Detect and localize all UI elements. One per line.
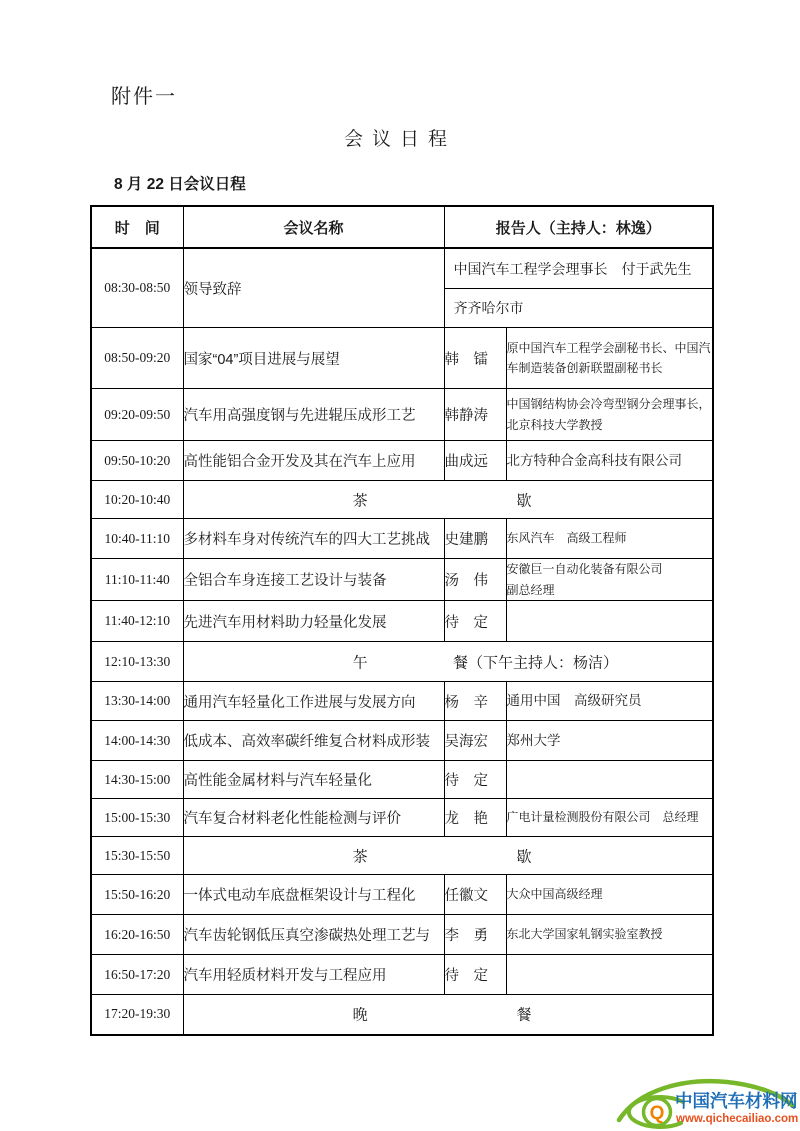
speaker-name-cell: 待 定 [444,955,506,995]
table-row [91,481,713,519]
topic-cell: 低成本、高效率碳纤维复合材料成形装 [183,721,444,761]
time-cell: 15:50-16:20 [91,875,183,915]
time-cell: 14:30-15:00 [91,761,183,799]
time-cell: 09:20-09:50 [91,389,183,441]
speaker-line: 中国汽车工程学会理事长 付于武先生 [445,249,713,289]
speaker-cell [444,248,713,328]
break-label-left: 茶 [352,848,368,865]
topic-cell: 高性能铝合金开发及其在汽车上应用 [183,441,444,481]
speaker-name-cell: 史建鹏 [444,519,506,559]
time-cell: 10:40-11:10 [91,519,183,559]
speaker-name-cell: 韩 镭 [444,328,506,389]
speaker-name-cell: 汤 伟 [444,559,506,601]
time-cell: 17:20-19:30 [91,995,183,1035]
table-row [91,601,713,642]
topic-cell: 领导致辞 [183,248,444,328]
time-cell: 11:40-12:10 [91,601,183,642]
break-label-right: 歇 [516,848,532,865]
time-cell: 16:50-17:20 [91,955,183,995]
logo-site-url: www.qichecailiao.com [676,1113,799,1125]
speaker-name-cell: 待 定 [444,601,506,642]
topic-cell: 汽车用轻质材料开发与工程应用 [183,955,444,995]
page-title: 会议日程 [343,128,456,150]
schedule-table [90,205,714,1036]
break-cell [183,837,713,875]
speaker-name-cell: 待 定 [444,761,506,799]
topic-cell: 汽车齿轮钢低压真空渗碳热处理工艺与 [183,915,444,955]
speaker-affiliation-cell: 大众中国高级经理 [506,875,713,915]
speaker-name-cell: 任徽文 [444,875,506,915]
speaker-name-cell: 韩静涛 [444,389,506,441]
table-row [91,721,713,761]
break-label-left: 晚 [352,1006,368,1024]
break-label-left: 午 [352,654,368,671]
table-row [91,682,713,721]
topic-cell: 通用汽车轻量化工作进展与发展方向 [183,682,444,721]
speaker-name-cell: 吴海宏 [444,721,506,761]
attachment-label: 附件一 [111,84,177,108]
time-cell: 16:20-16:50 [91,915,183,955]
break-label-right: 餐 [516,1006,532,1024]
speaker-line: 齐齐哈尔市 [453,300,524,316]
break-cell [183,642,713,682]
time-cell: 09:50-10:20 [91,441,183,481]
table-row [91,761,713,799]
speaker-affiliation-cell: 通用中国 高级研究员 [506,682,713,721]
table-row [91,955,713,995]
speaker-name-cell: 杨 辛 [444,682,506,721]
speaker-affiliation-cell: 东风汽车 高级工程师 [506,519,713,559]
break-label-right: 歇 [516,492,532,509]
header-speaker: 报告人（主持人：林逸） [444,206,713,248]
speaker-affiliation-cell [506,955,713,995]
table-row [91,837,713,875]
speaker-affiliation-cell: 广电计量检测股份有限公司 总经理 [506,799,713,837]
speaker-affiliation-cell: 北方特种合金高科技有限公司 [506,441,713,481]
speaker-name-cell: 龙 艳 [444,799,506,837]
table-header-row [91,206,713,248]
table-row [91,875,713,915]
break-cell [183,481,713,519]
table-row [91,519,713,559]
speaker-affiliation-cell: 原中国汽车工程学会副秘书长、中国汽车制造装备创新联盟副秘书长 [506,328,713,389]
logo-site-name: 中国汽车材料网 [675,1091,798,1111]
break-label-right: 餐（下午主持人：杨洁） [453,654,619,671]
time-cell: 10:20-10:40 [91,481,183,519]
site-logo [613,1075,799,1131]
section-heading: 8 月 22 日会议日程 [114,176,246,193]
speaker-affiliation-cell: 中国钢结构协会冷弯型钢分会理事长，北京科技大学教授 [506,389,713,441]
topic-cell: 多材料车身对传统汽车的四大工艺挑战 [183,519,444,559]
table-row [91,389,713,441]
time-cell: 14:00-14:30 [91,721,183,761]
topic-cell: 全铝合车身连接工艺设计与装备 [183,559,444,601]
speaker-affiliation-cell: 东北大学国家轧钢实验室教授 [506,915,713,955]
table-row [91,995,713,1035]
time-cell: 13:30-14:00 [91,682,183,721]
time-cell: 08:50-09:20 [91,328,183,389]
break-label-left: 茶 [352,492,368,509]
header-time: 时 间 [91,206,183,248]
table-row [91,441,713,481]
time-cell: 11:10-11:40 [91,559,183,601]
speaker-name-cell: 李 勇 [444,915,506,955]
topic-cell: 先进汽车用材料助力轻量化发展 [183,601,444,642]
speaker-name-cell: 曲成远 [444,441,506,481]
table-row [91,328,713,389]
table-row [91,559,713,601]
topic-cell: 高性能金属材料与汽车轻量化 [183,761,444,799]
break-cell [183,995,713,1035]
topic-cell: 汽车用高强度钢与先进辊压成形工艺 [183,389,444,441]
time-cell: 08:30-08:50 [91,248,183,328]
time-cell: 12:10-13:30 [91,642,183,682]
affiliation-line: 安徽巨一自动化装备有限公司 [506,562,663,577]
speaker-affiliation-cell [506,559,713,601]
speaker-affiliation-cell [506,601,713,642]
time-cell: 15:30-15:50 [91,837,183,875]
speaker-affiliation-cell [506,761,713,799]
header-topic: 会议名称 [183,206,444,248]
affiliation-line: 副总经理 [506,582,555,597]
schedule-table-body [91,248,713,1035]
time-cell: 15:00-15:30 [91,799,183,837]
topic-cell: 汽车复合材料老化性能检测与评价 [183,799,444,837]
logo-q-letter: Q [649,1103,665,1124]
topic-cell: 一体式电动车底盘框架设计与工程化 [183,875,444,915]
table-row [91,799,713,837]
speaker-affiliation-cell: 郑州大学 [506,721,713,761]
table-row [91,642,713,682]
topic-cell: 国家“04”项目进展与展望 [183,328,444,389]
table-row [91,248,713,328]
table-row [91,915,713,955]
